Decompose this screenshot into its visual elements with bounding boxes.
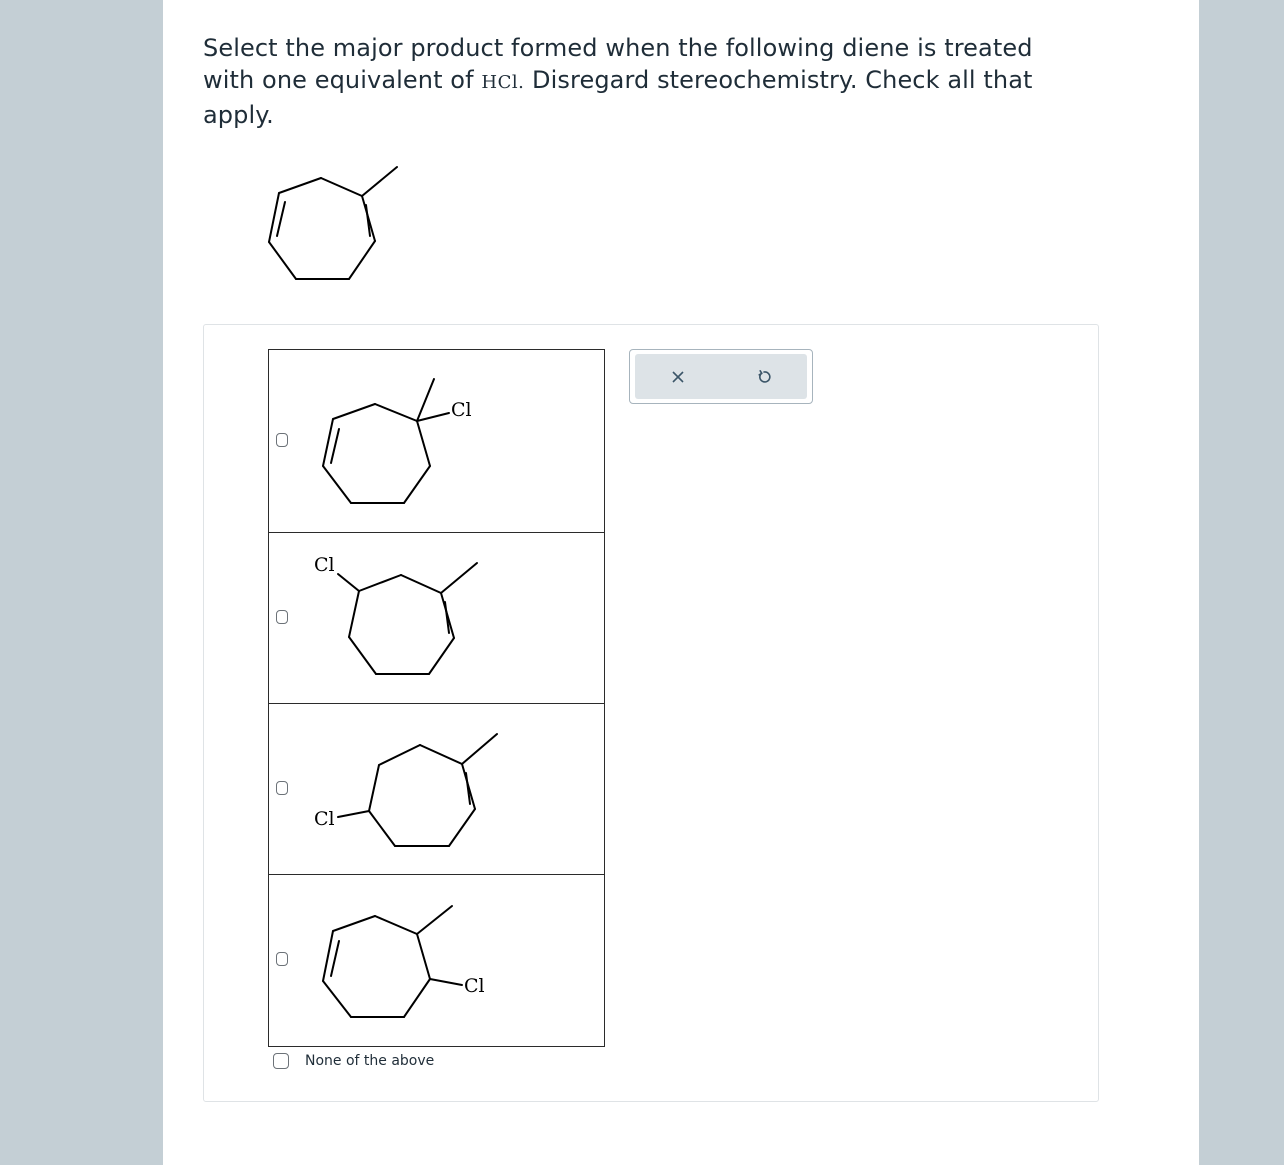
question-text-part2: Disregard stereochemistry. Check all that apply. xyxy=(203,66,1033,129)
question-text xyxy=(203,32,1083,131)
answer-toolbox xyxy=(629,349,813,404)
option-2-cl-label: Cl xyxy=(314,554,335,576)
none-of-the-above-checkbox[interactable] xyxy=(273,1053,289,1069)
option-1-cl-label: Cl xyxy=(451,399,472,421)
option-2-structure[interactable] xyxy=(269,532,604,704)
option-1-structure[interactable] xyxy=(269,350,604,533)
reset-button[interactable] xyxy=(744,357,784,397)
none-of-the-above-label: None of the above xyxy=(305,1053,435,1069)
option-3-structure[interactable] xyxy=(269,703,604,875)
toolbox-inner xyxy=(635,354,807,399)
close-x-icon xyxy=(671,370,685,384)
option-3-cl-label: Cl xyxy=(314,808,335,830)
question-text-part1: Select the major product formed when the following diene is treated with one equivalent of xyxy=(203,34,1033,94)
none-of-the-above-option[interactable] xyxy=(273,1051,434,1071)
option-4-cl-label: Cl xyxy=(464,975,485,997)
clear-button[interactable] xyxy=(658,357,698,397)
reagent-formula: HCl. xyxy=(481,72,525,93)
options-table xyxy=(268,349,605,1047)
option-4-structure[interactable] xyxy=(269,874,604,1046)
reactant-diene-structure xyxy=(255,155,415,290)
undo-icon xyxy=(756,369,772,385)
